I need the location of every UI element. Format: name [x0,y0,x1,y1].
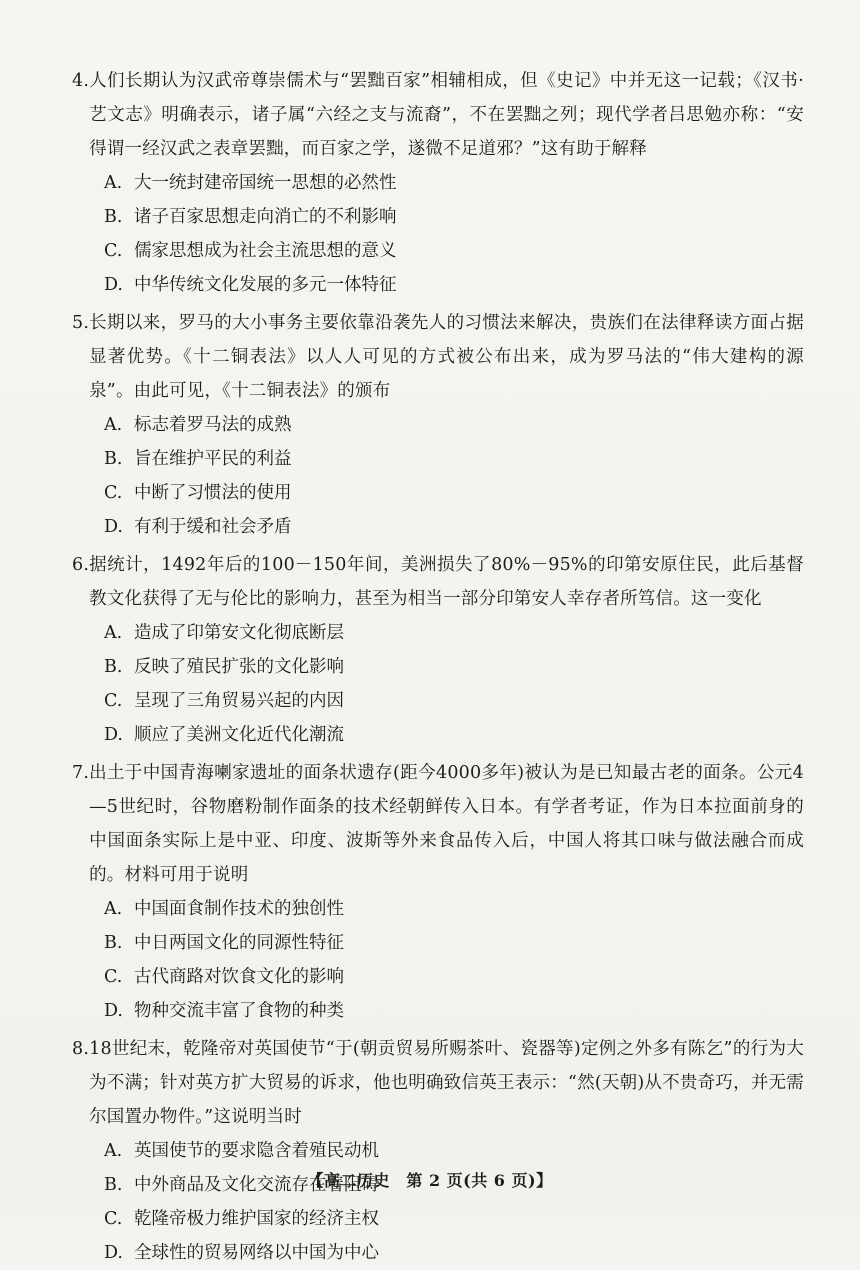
option-text: 全球性的贸易网络以中国为中心 [134,1243,379,1263]
option-text: 中日两国文化的同源性特征 [134,933,344,953]
question-stem: 18世纪末，乾隆帝对英国使节“于(朝贡贸易所赐茶叶、瓷器等)定例之外多有陈乞”的行为大为不满；针对英方扩大贸易的诉求，他也明确致信英王表示：“然(天朝)从不贵奇巧，并无需尔国置办物件。”这说明当时 [89,1039,804,1127]
option-letter: B. [104,207,123,227]
option-letter: D. [104,1243,123,1263]
option-text: 古代商路对饮食文化的影响 [134,967,344,987]
option-d [104,994,804,1028]
option-letter: A. [104,899,123,919]
option-letter: A. [104,173,123,193]
option-letter: D. [104,517,123,537]
option-a [104,166,804,200]
option-text: 呈现了三角贸易兴起的内因 [134,691,344,711]
question-number: 8. [72,1039,90,1059]
option-d [104,510,804,544]
option-text: 中断了习惯法的使用 [134,483,292,503]
option-letter: D. [104,1001,123,1021]
option-b [104,200,804,234]
option-text: 英国使节的要求隐含着殖民动机 [134,1141,379,1161]
option-text: 反映了殖民扩张的文化影响 [134,657,344,677]
option-text: 造成了印第安文化彻底断层 [134,623,344,643]
option-text: 中外商品及文化交流存在着阻碍 [134,1175,379,1195]
option-d [104,268,804,302]
option-list [72,408,804,544]
option-a [104,408,804,442]
question-4 [72,64,804,302]
option-letter: A. [104,1141,123,1161]
option-text: 中国面食制作技术的独创性 [134,899,344,919]
option-a [104,1134,804,1168]
option-c [104,1202,804,1236]
option-text: 中华传统文化发展的多元一体特征 [134,275,397,295]
option-text: 乾隆帝极力维护国家的经济主权 [134,1209,379,1229]
option-text: 有利于缓和社会矛盾 [134,517,292,537]
question-number: 5. [72,313,90,333]
option-letter: B. [104,657,123,677]
question-stem: 据统计，1492年后的100－150年间，美洲损失了80%－95%的印第安原住民，此后基督教文化获得了无与伦比的影响力，甚至为相当一部分印第安人幸存者所笃信。这一变化 [89,555,804,609]
option-letter: D. [104,725,123,745]
option-c [104,960,804,994]
option-c [104,684,804,718]
option-c [104,476,804,510]
option-letter: C. [104,483,123,503]
question-stem: 人们长期认为汉武帝尊崇儒术与“罢黜百家”相辅相成，但《史记》中并无这一记载；《汉书·艺文志》明确表示，诸子属“六经之支与流裔”，不在罢黜之列；现代学者吕思勉亦称：“安得谓一经汉武之表章罢黜，而百家之学，遂微不足道邪？”这有助于解释 [89,71,804,159]
option-b [104,650,804,684]
option-letter: C. [104,241,123,261]
option-letter: C. [104,1209,123,1229]
option-text: 诸子百家思想走向消亡的不利影响 [134,207,397,227]
option-d [104,1236,804,1270]
option-b [104,926,804,960]
question-6 [72,548,804,752]
option-a [104,892,804,926]
option-d [104,718,804,752]
option-text: 儒家思想成为社会主流思想的意义 [134,241,397,261]
question-7 [72,756,804,1028]
option-list [72,616,804,752]
option-letter: B. [104,449,123,469]
option-letter: A. [104,623,123,643]
page-footer [0,1168,860,1191]
option-text: 标志着罗马法的成熟 [134,415,292,435]
option-text: 旨在维护平民的利益 [134,449,292,469]
option-a [104,616,804,650]
option-letter: B. [104,933,123,953]
question-5 [72,306,804,544]
question-number: 7. [72,763,90,783]
option-list [72,892,804,1028]
option-letter: C. [104,967,123,987]
question-number: 4. [72,71,90,91]
option-b [104,442,804,476]
option-letter: A. [104,415,123,435]
option-text: 大一统封建帝国统一思想的必然性 [134,173,397,193]
option-c [104,234,804,268]
option-letter: C. [104,691,123,711]
footer-text: 【高二历史 第 2 页(共 6 页)】 [307,1171,553,1190]
option-text: 顺应了美洲文化近代化潮流 [134,725,344,745]
question-number: 6. [72,555,90,575]
question-stem: 长期以来，罗马的大小事务主要依靠沿袭先人的习惯法来解决，贵族们在法律释读方面占据显著优势。《十二铜表法》以人人可见的方式被公布出来，成为罗马法的“伟大建构的源泉”。由此可见，《十二铜表法》的颁布 [89,313,804,401]
option-text: 物种交流丰富了食物的种类 [134,1001,344,1021]
question-8 [72,1032,804,1270]
question-stem: 出土于中国青海喇家遗址的面条状遗存(距今4000多年)被认为是已知最古老的面条。公元4—5世纪时，谷物磨粉制作面条的技术经朝鲜传入日本。有学者考证，作为日本拉面前身的中国面条实际上是中亚、印度、波斯等外来食品传入后，中国人将其口味与做法融合而成的。材料可用于说明 [89,763,804,885]
option-letter: B. [104,1175,123,1195]
option-list [72,1134,804,1270]
option-letter: D. [104,275,123,295]
option-list [72,166,804,302]
